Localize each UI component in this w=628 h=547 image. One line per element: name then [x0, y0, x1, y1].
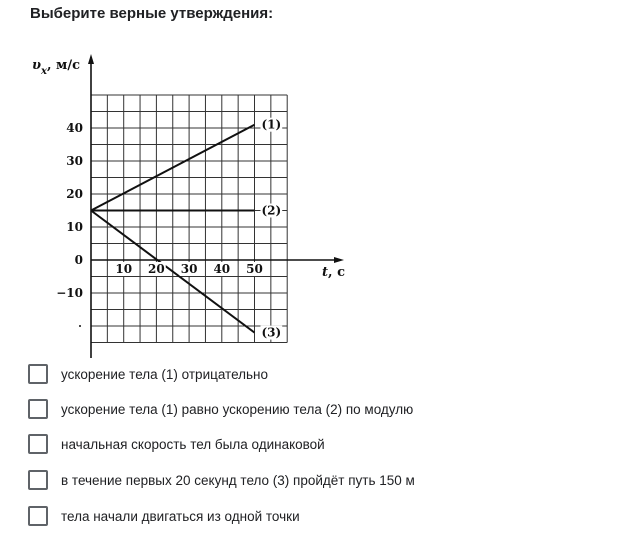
graph-tick-labels [56, 121, 264, 327]
graph-axes [88, 54, 344, 358]
answer-option-2[interactable] [28, 397, 413, 421]
y-tick-label: 20 [66, 187, 83, 201]
checkbox-3[interactable] [28, 434, 48, 454]
checkbox-5[interactable] [28, 506, 48, 526]
y-tick-label: 40 [66, 121, 83, 135]
question-title: Выберите верные утверждения: [30, 5, 274, 22]
answer-option-1-label: ускорение тела (1) отрицательно [61, 366, 269, 382]
series-label-1: (1) [261, 117, 282, 132]
answer-option-3-label: начальная скорость тел была одинаковой [61, 436, 325, 452]
x-tick-label: 10 [115, 262, 133, 276]
x-axis-arrow [334, 257, 344, 263]
checkbox-1[interactable] [28, 364, 48, 384]
answer-option-3[interactable] [28, 432, 325, 456]
velocity-graph [0, 40, 628, 360]
graph-grid [91, 95, 287, 343]
x-tick-label: 50 [246, 262, 263, 276]
y-axis-arrow [88, 54, 94, 64]
y-tick-label: 30 [66, 154, 83, 168]
y-tick-label: 10 [66, 220, 83, 234]
answer-option-5-label: тела начали двигаться из одной точки [61, 508, 300, 524]
x-tick-label: 40 [213, 262, 231, 276]
y-tick-label: 0 [74, 253, 83, 267]
answer-option-2-label: ускорение тела (1) равно ускорению тела (2) по модулю [61, 401, 414, 417]
answer-option-4-label: в течение первых 20 секунд тело (3) пройдёт путь 150 м [61, 472, 415, 488]
y-axis-dot [79, 325, 81, 327]
answer-option-1[interactable] [28, 362, 268, 386]
series-label-2: (2) [261, 203, 282, 218]
x-tick-label: 20 [148, 262, 165, 276]
y-tick-label: −10 [56, 286, 83, 300]
graph-series [91, 118, 282, 340]
series-label-3: (3) [261, 325, 282, 340]
answer-option-4[interactable] [28, 468, 415, 492]
checkbox-2[interactable] [28, 399, 48, 419]
x-tick-label: 30 [180, 262, 198, 276]
x-axis-label: t, с [322, 265, 345, 280]
velocity-graph-svg [0, 40, 628, 360]
graph-labels [32, 58, 345, 280]
answer-option-5[interactable] [28, 504, 300, 528]
checkbox-4[interactable] [28, 470, 48, 490]
y-axis-label: $\upsilon_x$, м/с [32, 58, 81, 77]
